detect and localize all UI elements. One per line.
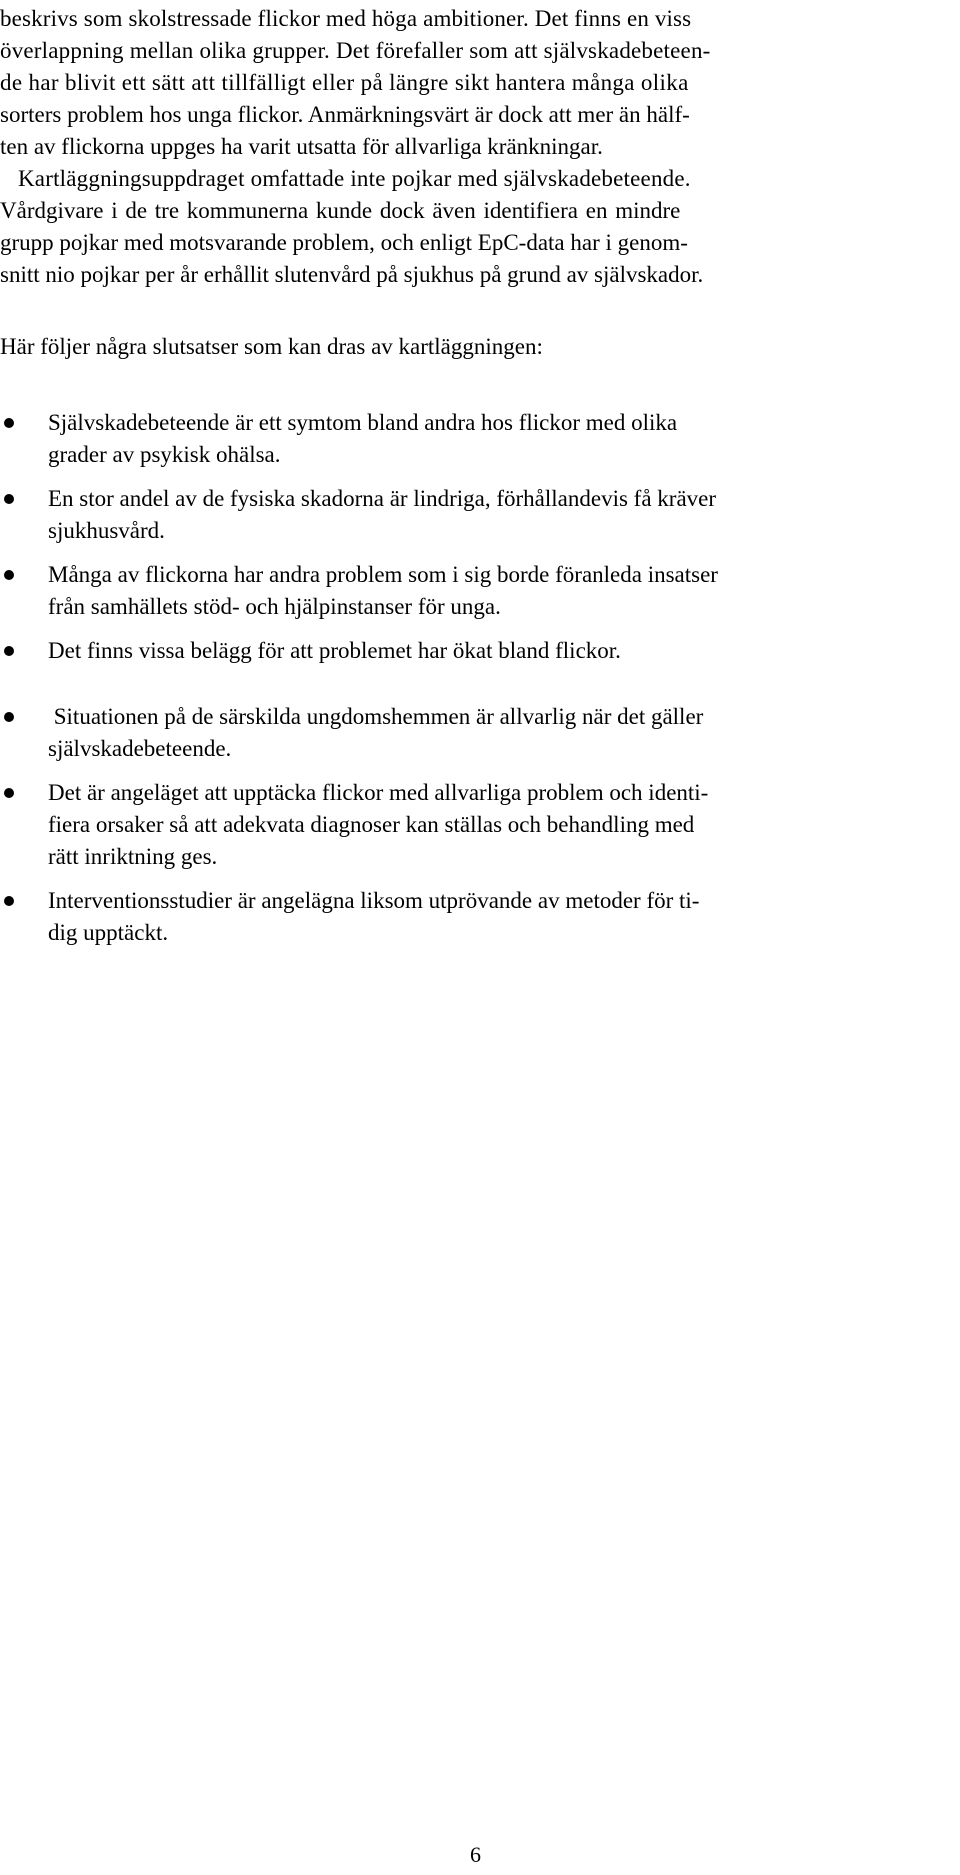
list-item-7-line-1: Interventionsstudier är angelägna liksom utprövande av metoder för ti- [48,888,700,913]
list-item-4-line-1: Det finns vissa belägg för att problemet har ökat bland flickor. [48,638,621,663]
list-item-6-line-3: rätt inriktning ges. [48,844,218,869]
conclusions-heading: Här följer några slutsatser som kan dras av kartläggningen: [0,334,543,359]
list-item-3-line-2: från samhällets stöd- och hjälpinstanser för unga. [48,594,501,619]
intro-line-9: snitt nio pojkar per år erhållit slutenvård på sjukhus på grund av självskador. [0,262,704,287]
list-item-3-line-1: Många av flickorna har andra problem som i sig borde föranleda insatser [48,562,718,587]
list-item-1-line-2: grader av psykisk ohälsa. [48,442,281,467]
bullet-icon [4,712,14,722]
bullet-icon [4,788,14,798]
list-item-5-line-2: självskadebeteende. [48,736,232,761]
list-item-2-line-1: En stor andel av de fysiska skadorna är lindriga, förhållandevis få kräver [48,486,717,511]
list-item-6-line-2: fiera orsaker så att adekvata diagnoser kan ställas och behandling med [48,812,695,837]
page-number: 6 [470,1842,481,1867]
intro-line-5: ten av flickorna uppges ha varit utsatta för allvarliga kränkningar. [0,134,603,159]
bullet-icon [4,646,14,656]
bullet-icon [4,896,14,906]
list-item-7-line-2: dig upptäckt. [48,920,169,945]
intro-line-2: överlappning mellan olika grupper. Det förefaller som att självskadebeteen- [0,38,711,63]
list-item-1-line-1: Självskadebeteende är ett symtom bland andra hos flickor med olika [48,410,678,435]
intro-line-7: Vårdgivare i de tre kommunerna kunde dock även identifiera en mindre [0,198,681,223]
intro-line-8: grupp pojkar med motsvarande problem, och enligt EpC-data har i genom- [0,230,688,255]
bullet-icon [4,418,14,428]
list-item-6-line-1: Det är angeläget att upptäcka flickor med allvarliga problem och identi- [48,780,709,805]
bullet-icon [4,494,14,504]
intro-line-1: beskrivs som skolstressade flickor med höga ambitioner. Det finns en viss [0,6,692,31]
bullet-icon [4,570,14,580]
intro-line-3: de har blivit ett sätt att tillfälligt eller på längre sikt hantera många olika [0,70,689,95]
intro-line-6: Kartläggningsuppdraget omfattade inte pojkar med självskadebeteende. [18,166,691,191]
list-item-2-line-2: sjukhusvård. [48,518,165,543]
intro-line-4: sorters problem hos unga flickor. Anmärkningsvärt är dock att mer än hälf- [0,102,690,127]
list-item-5-line-1: Situationen på de särskilda ungdomshemmen är allvarlig när det gäller [48,704,704,729]
